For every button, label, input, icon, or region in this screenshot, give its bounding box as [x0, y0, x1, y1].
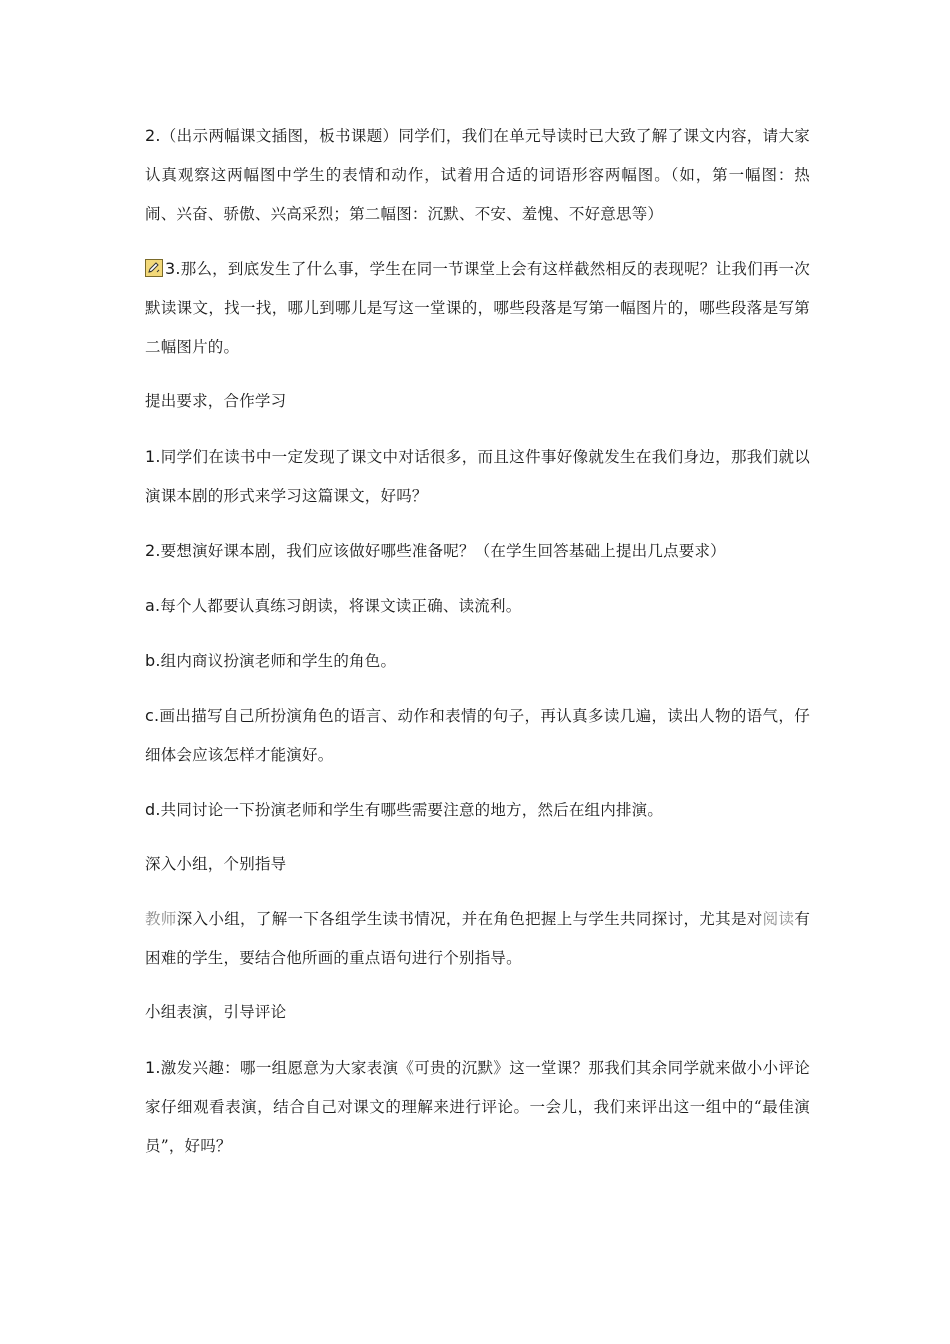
paragraph-text: 画出描写自己所扮演角色的语言、动作和表情的句子，再认真多读几遍，读出人物的语气，仔细体会应该怎样才能演好。 [145, 707, 810, 764]
paragraph-text: 激发兴趣：哪一组愿意为大家表演《可贵的沉默》这一堂课？那我们其余同学就来做小小评论家仔细观看表演，结合自己对课文的理解来进行评论。一会儿，我们来评出这一组中的“最佳演员”，好吗？ [145, 1059, 810, 1155]
paragraph-text: 那么，到底发生了什么事，学生在同一节课堂上会有这样截然相反的表现呢？让我们再一次默读课文，找一找，哪儿到哪儿是写这一堂课的，哪些段落是写第一幅图片的，哪些段落是写第二幅图片的。 [145, 260, 810, 356]
list-item-a [145, 586, 810, 626]
teacher-link[interactable]: 教师 [145, 910, 177, 928]
paragraph-textbook-play [145, 437, 810, 516]
paragraph-observe-pictures [145, 116, 810, 234]
list-item-b [145, 641, 810, 681]
section-heading-guidance: 深入小组，个别指导 [145, 855, 287, 873]
paragraph-teacher-guidance [145, 900, 810, 978]
paragraph-text: 要想演好课本剧，我们应该做好哪些准备呢？（在学生回答基础上提出几点要求） [160, 542, 726, 560]
paragraph-performance [145, 1048, 810, 1166]
item-letter: c. [145, 706, 160, 725]
paragraph-text: 组内商议扮演老师和学生的角色。 [160, 652, 397, 670]
note-pencil-icon[interactable] [145, 253, 163, 271]
paragraph-text: 每个人都要认真练习朗读，将课文读正确、读流利。 [160, 597, 522, 615]
paragraph-text: 有困难的学生，要结合他所画的重点语句进行个别指导。 [145, 910, 811, 967]
list-item-c [145, 696, 810, 775]
section-heading-requirements: 提出要求，合作学习 [145, 392, 287, 410]
item-number: 3. [165, 259, 181, 278]
item-number: 2. [145, 126, 161, 145]
paragraph-read-again [145, 249, 810, 367]
paragraph-text: 同学们在读书中一定发现了课文中对话很多，而且这件事好像就发生在我们身边，那我们就以演课本剧的形式来学习这篇课文，好吗？ [145, 448, 810, 505]
reading-link[interactable]: 阅读 [762, 910, 795, 928]
item-number: 2. [145, 541, 161, 560]
item-number: 1. [145, 447, 161, 466]
paragraph-preparation [145, 531, 810, 571]
paragraph-text: （出示两幅课文插图，板书课题）同学们，我们在单元导读时已大致了解了课文内容，请大家认真观察这两幅图中学生的表情和动作，试着用合适的词语形容两幅图。（如，第一幅图：热闹、兴奋、骄傲、兴高采烈；第二幅图：沉默、不安、羞愧、不好意思等） [145, 127, 810, 223]
item-letter: a. [145, 596, 161, 615]
list-item-d [145, 790, 810, 830]
paragraph-text: 共同讨论一下扮演老师和学生有哪些需要注意的地方，然后在组内排演。 [160, 801, 664, 819]
item-letter: b. [145, 651, 161, 670]
section-heading-performance: 小组表演，引导评论 [145, 1003, 287, 1021]
paragraph-text: 深入小组，了解一下各组学生读书情况，并在角色把握上与学生共同探讨，尤其是对 [176, 910, 763, 928]
item-letter: d. [145, 800, 161, 819]
item-number: 1. [145, 1058, 161, 1077]
